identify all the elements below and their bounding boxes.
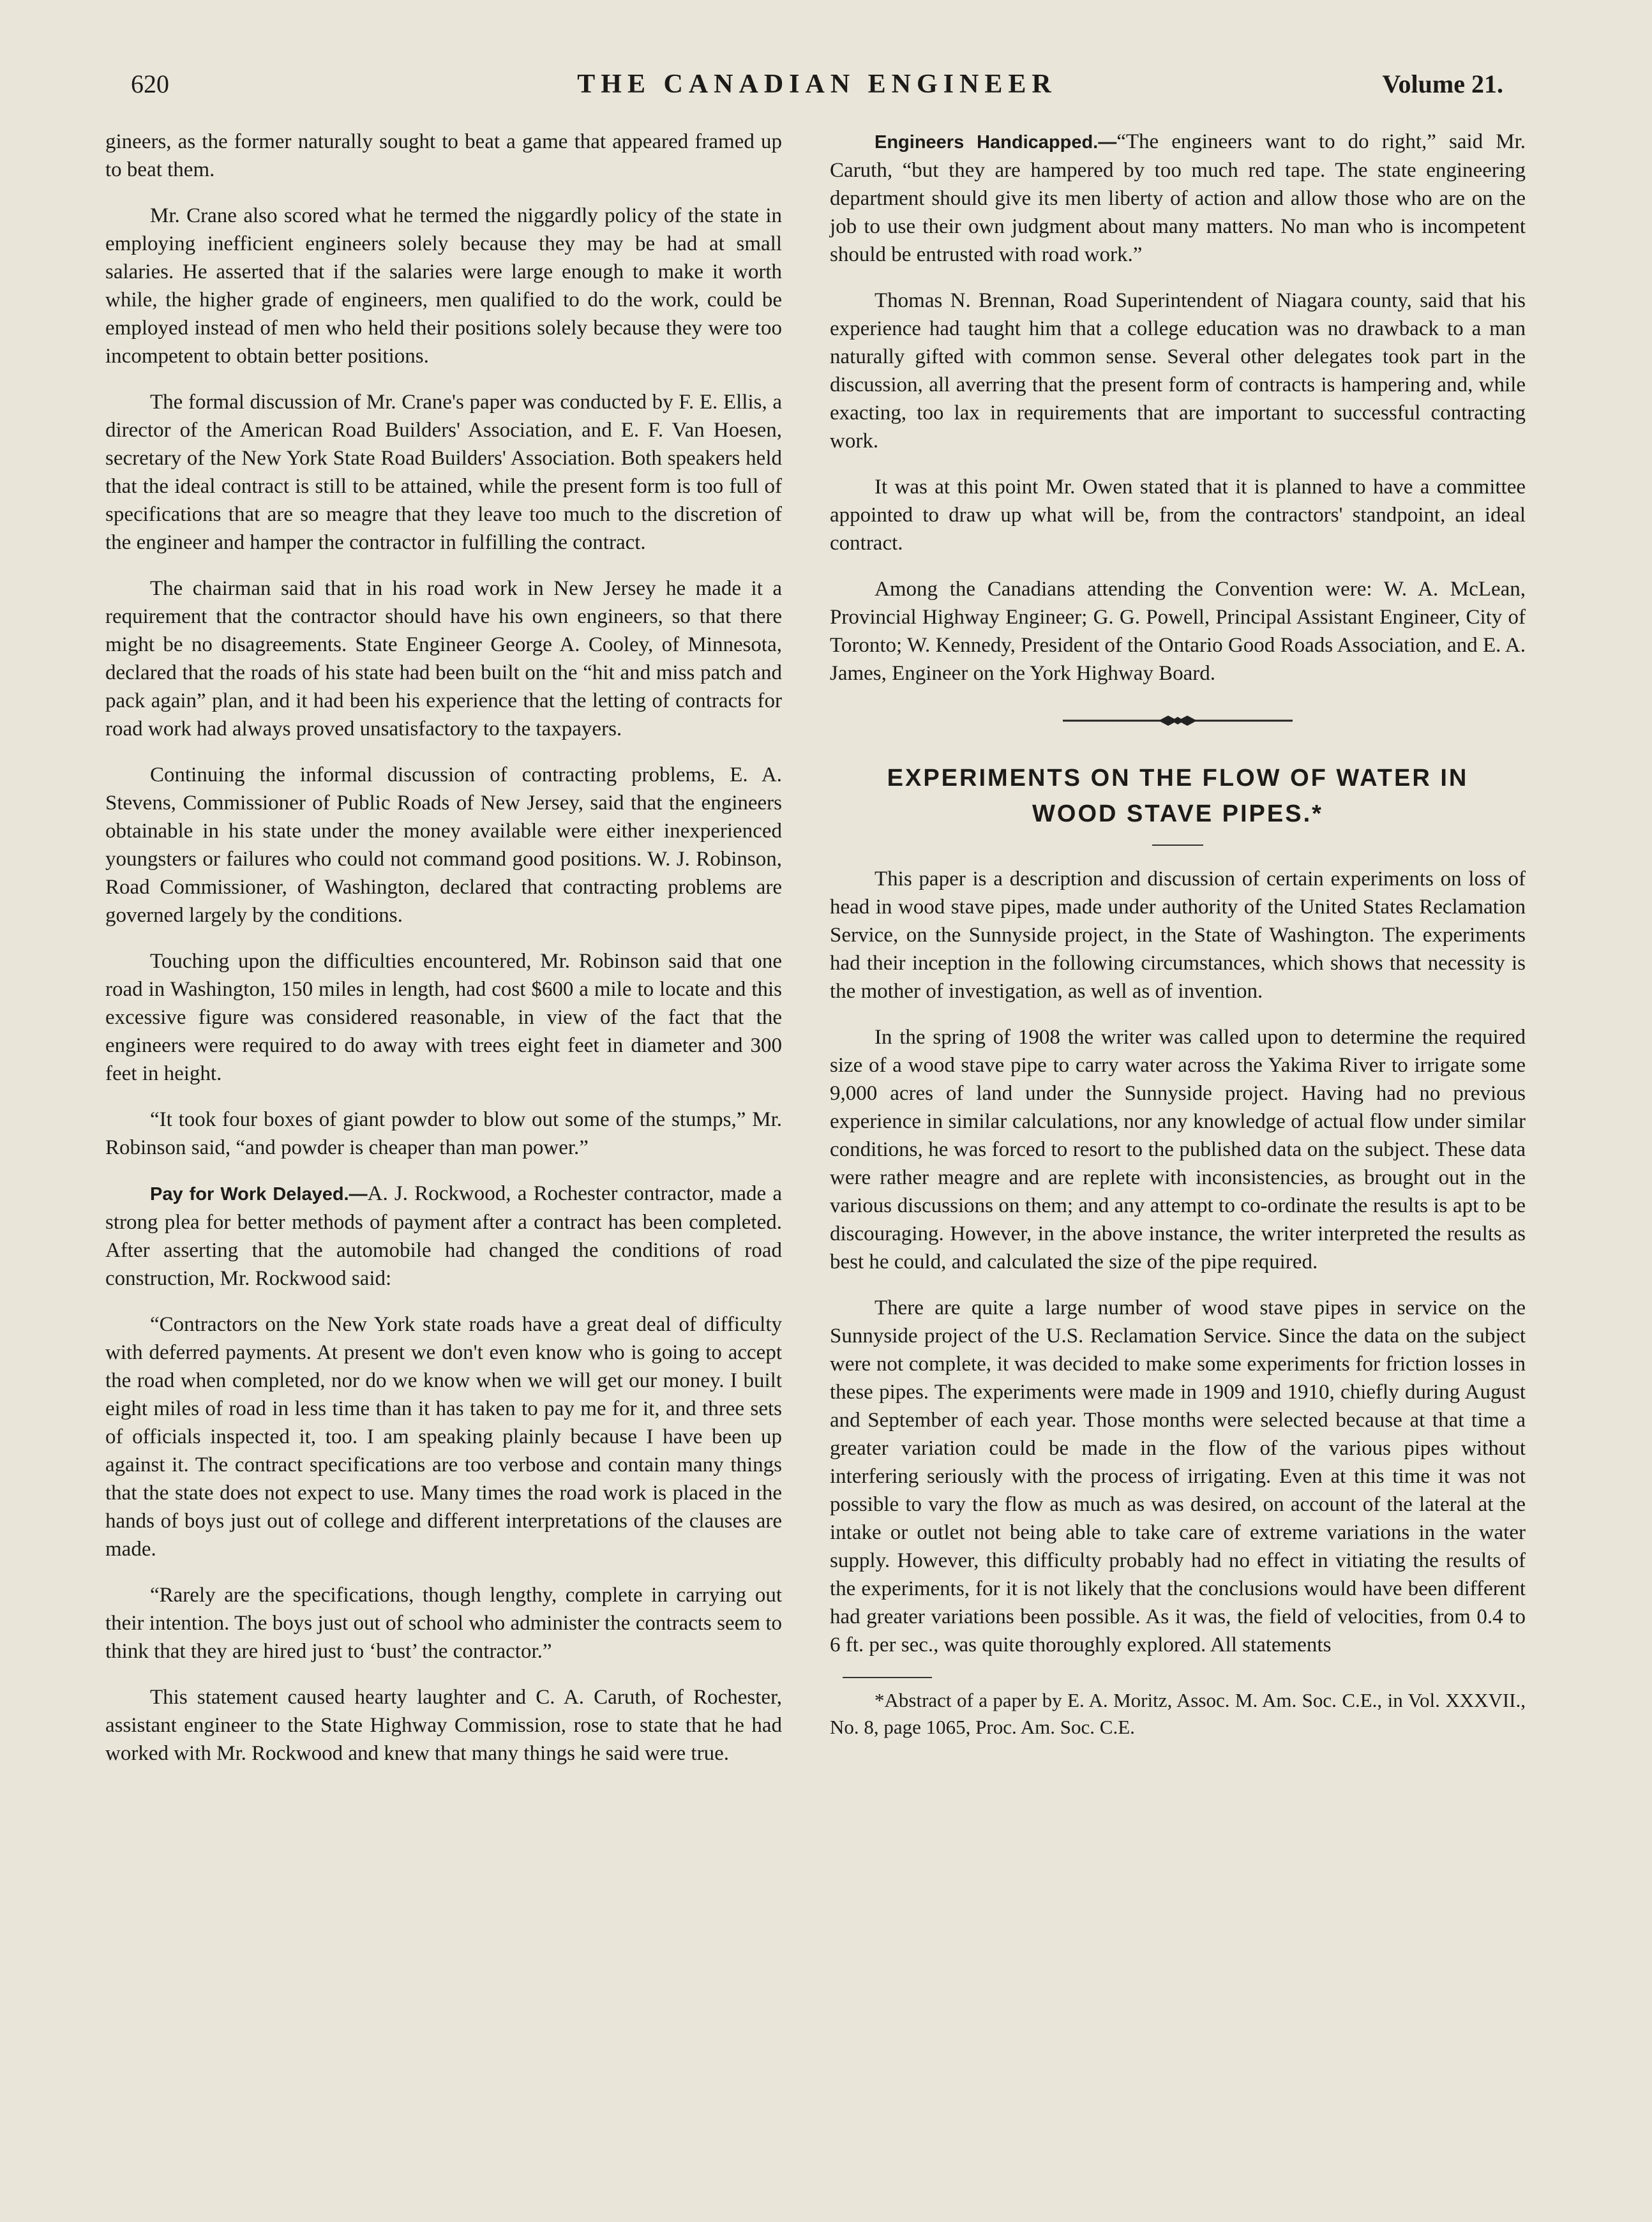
footnote-rule [843,1677,932,1678]
paragraph: There are quite a large number of wood stave pipes in service on the Sunnyside project of the U.S. Reclamation Service. Since the data on the subject were not complete, it was decided to make some experiments for friction losses in these pipes. The experiments were made in 1909 and 1910, chiefly during August and September of each year. Those months were selected because at that time a greater variation could be made in the flow of the various pipes without interfering seriously with the process of irrigating. Even at this time it was not possible to vary the flow as much as was desired, on account of the lateral at the intake or outlet not being able to take care of extreme variations in the water supply. However, this difficulty probably had no effect in vitiating the results of the experiments, for it is not likely that the conclusions would have been different had greater variations been possible. As it was, the field of velocities, from 0.4 to 6 ft. per sec., was quite thoroughly explored. All statements [830,1296,1526,1656]
paragraph: Thomas N. Brennan, Road Superintendent of Niagara county, said that his experience had taught him that a college education was no drawback to a man naturally gifted with common sense. Several other delegates took part in the discussion, all averring that the present form of contracts is hampering and, while exacting, too lax in requirements that are important to successful contracting work. [830,289,1526,453]
paragraph-text: “The engineers want to do right,” said Mr. Caruth, “but they are hampered by too much red tape. The state engineering department should give its men liberty of action and allow those who are on the job to use their own judgment about many matters. No man who is incompetent should be entrusted with road work.” [830,130,1526,266]
paragraph-text: A. J. Rockwood, a Rochester contractor, made a strong plea for better methods of payment after a contract has been completed. After asserting that the automobile had changed the conditions of road construction, Mr. Rockwood said: [105,1182,782,1290]
right-column [830,128,1526,1741]
journal-title: THE CANADIAN ENGINEER [577,70,1057,99]
paragraph: “It took four boxes of giant powder to blow out some of the stumps,” Mr. Robinson said, “and powder is cheaper than man power.” [105,1108,782,1159]
paragraph-pay-for-work [105,1180,782,1293]
paragraph: Continuing the informal discussion of contracting problems, E. A. Stevens, Commissioner of Public Roads of New Jersey, said that the engineers obtainable in his state under the money available were either inexperienced youngsters or failures who could not command good positions. W. J. Robinson, Road Commissioner, of Washington, declared that contracting problems are governed largely by the conditions. [105,763,782,927]
paragraph: In the spring of 1908 the writer was called upon to determine the required size of a wood stave pipe to carry water across the Yakima River to irrigate some 9,000 acres of land under the Sunnyside project. Having had no previous experience in similar calculations, nor any knowledge of actual flow under similar conditions, he was forced to resort to the published data on the subject. These data were rather meagre and are replete with inconsistencies, as brought out in the various discussions on them; and any attempt to co-ordinate the results is apt to be discouraging. However, in the above instance, the writer interpreted the results as best he could, and calculated the size of the pipe required. [830,1026,1526,1273]
run-in-heading: Pay for Work Delayed.— [150,1184,368,1205]
paragraph: The chairman said that in his road work in New Jersey he made it a requirement that the contractor should have his own engineers, so that there might be no disagreements. State Engineer George A. Cooley, of Minnesota, declared that the roads of his state had been built on the “hit and miss patch and pack again” plan, and it had been his experience that the letting of contracts for road work had always proved unsatisfactory to the taxpayers. [105,577,782,740]
section-divider-ornament [1063,713,1293,728]
article-title-line: EXPERIMENTS ON THE FLOW OF WATER IN [887,765,1469,792]
paragraph: Touching upon the difficulties encountered, Mr. Robinson said that one road in Washington, 150 miles in length, had cost $600 a mile to locate and this excessive figure was considered reasonable, in view of the fact that the engineers were required to do away with trees eight feet in diameter and 300 feet in height. [105,950,782,1085]
page-number: 620 [131,70,169,98]
title-rule [1152,845,1203,846]
left-column [105,128,782,1785]
paragraph: This statement caused hearty laughter and C. A. Caruth, of Rochester, assistant engineer to the State Highway Commission, rose to state that he had worked with Mr. Rockwood and knew that many things he said were true. [105,1686,782,1765]
paragraph: “Contractors on the New York state roads have a great deal of difficulty with deferred payments. At present we don't even know who is going to accept the road when completed, nor do we know when we will get our money. I built eight miles of road in less time than it has taken to pay me for it, and three sets of officials inspected it, too. I am speaking plainly because I have been up against it. The contract specifications are too verbose and contain many things that the state does not expect to use. Many times the road work is placed in the hands of boys just out of college and different interpretations of the clauses are made. [105,1313,782,1561]
page-header [131,69,1503,114]
article-title [830,760,1526,832]
run-in-heading: Engineers Handicapped.— [875,132,1117,153]
paragraph: Mr. Crane also scored what he termed the niggardly policy of the state in employing inefficient engineers solely because they may be had at small salaries. He asserted that if the salaries were large enough to make it worth while, the higher grade of engineers, men qualified to do the work, could be employed instead of men who held their positions solely because they were too incompetent to obtain better positions. [105,204,782,368]
article-title-line: WOOD STAVE PIPES.* [1032,800,1323,827]
paragraph: gineers, as the former naturally sought to beat a game that appeared framed up to beat them. [105,130,782,181]
paragraph: This paper is a description and discussion of certain experiments on loss of head in wood stave pipes, made under authority of the United States Reclamation Service, on the Sunnyside project, in the State of Washington. The experiments had their inception in the following circumstances, which shows that necessity is the mother of investigation, as well as of invention. [830,867,1526,1003]
footnote: *Abstract of a paper by E. A. Moritz, Assoc. M. Am. Soc. C.E., in Vol. XXXVII., No. 8, page 1065, Proc. Am. Soc. C.E. [830,1689,1526,1738]
paragraph: Among the Canadians attending the Convention were: W. A. McLean, Provincial Highway Engineer; G. G. Powell, Principal Assistant Engineer, City of Toronto; W. Kennedy, President of the Ontario Good Roads Association, and E. A. James, Engineer on the York Highway Board. [830,578,1526,685]
paragraph: It was at this point Mr. Owen stated that it is planned to have a committee appointed to draw up what will be, from the contractors' standpoint, an ideal contract. [830,476,1526,555]
paragraph-engineers-handicapped [830,128,1526,269]
paragraph: “Rarely are the specifications, though lengthy, complete in carrying out their intention. The boys just out of school who administer the contracts seem to think that they are hired just to ‘bust’ the contractor.” [105,1584,782,1663]
volume-label: Volume 21. [1382,70,1503,98]
paragraph: The formal discussion of Mr. Crane's paper was conducted by F. E. Ellis, a director of the American Road Builders' Association, and E. F. Van Hoesen, secretary of the New York State Road Builders' Association. Both speakers held that the ideal contract is still to be attained, while the present form is too full of specifications that are so meagre that they leave too much to the discretion of the engineer and hamper the contractor in fulfilling the contract. [105,391,782,554]
